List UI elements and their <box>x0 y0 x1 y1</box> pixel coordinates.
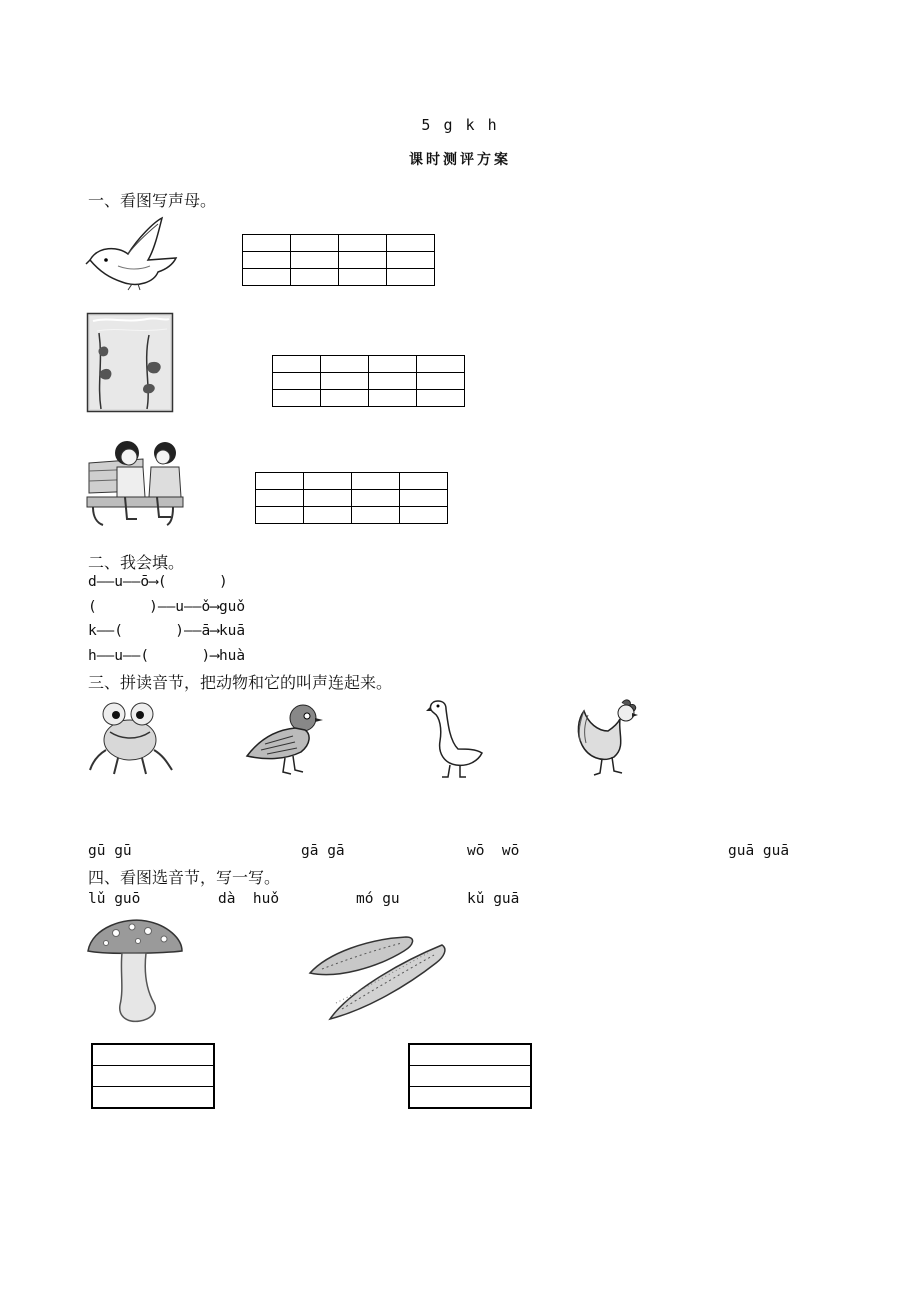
section-1-heading: 一、看图写声母。 <box>88 191 217 210</box>
fill-line-4[interactable]: h——u——( )⟶huà <box>88 648 246 664</box>
dove-image <box>88 216 180 290</box>
answer-box-bitter-melon[interactable] <box>408 1043 532 1109</box>
goose-image <box>426 697 486 779</box>
mushroom-image <box>86 917 184 1025</box>
seaweed-image <box>87 313 173 412</box>
sound-guagua[interactable]: guā guā <box>728 843 790 859</box>
section-3-heading: 三、拼读音节，把动物和它的叫声连起来。 <box>88 673 393 692</box>
option-luguo[interactable]: lǔ guō <box>88 891 141 907</box>
page-subtitle: 课时测评方案 <box>409 152 511 168</box>
pigeon-image <box>245 700 323 778</box>
writing-grid-3[interactable] <box>255 472 448 524</box>
writing-grid-2[interactable] <box>272 355 465 407</box>
option-mogu[interactable]: mó gu <box>356 891 400 907</box>
section-2-heading: 二、我会填。 <box>88 553 185 572</box>
fill-line-3[interactable]: k——( )——ā⟶kuā <box>88 623 246 639</box>
sound-gugu[interactable]: gū gū <box>88 843 132 859</box>
rooster-image <box>574 697 642 779</box>
answer-box-mushroom[interactable] <box>91 1043 215 1109</box>
frog-image <box>88 700 174 776</box>
sound-wowo[interactable]: wō wō <box>467 843 520 859</box>
fill-line-2[interactable]: ( )——u——ǒ⟶guǒ <box>88 599 246 615</box>
section-4-heading: 四、看图选音节，写一写。 <box>88 868 281 887</box>
writing-grid-1[interactable] <box>242 234 435 286</box>
option-kugua[interactable]: kǔ guā <box>467 891 520 907</box>
option-dahuo[interactable]: dà huǒ <box>218 891 280 907</box>
page-title: 5 g k h <box>421 116 499 134</box>
fill-line-1[interactable]: d——u——ō⟶( ) <box>88 574 228 590</box>
bitter-melon-image <box>308 933 448 1023</box>
children-bench-image <box>87 437 189 527</box>
sound-gaga[interactable]: gā gā <box>301 843 345 859</box>
